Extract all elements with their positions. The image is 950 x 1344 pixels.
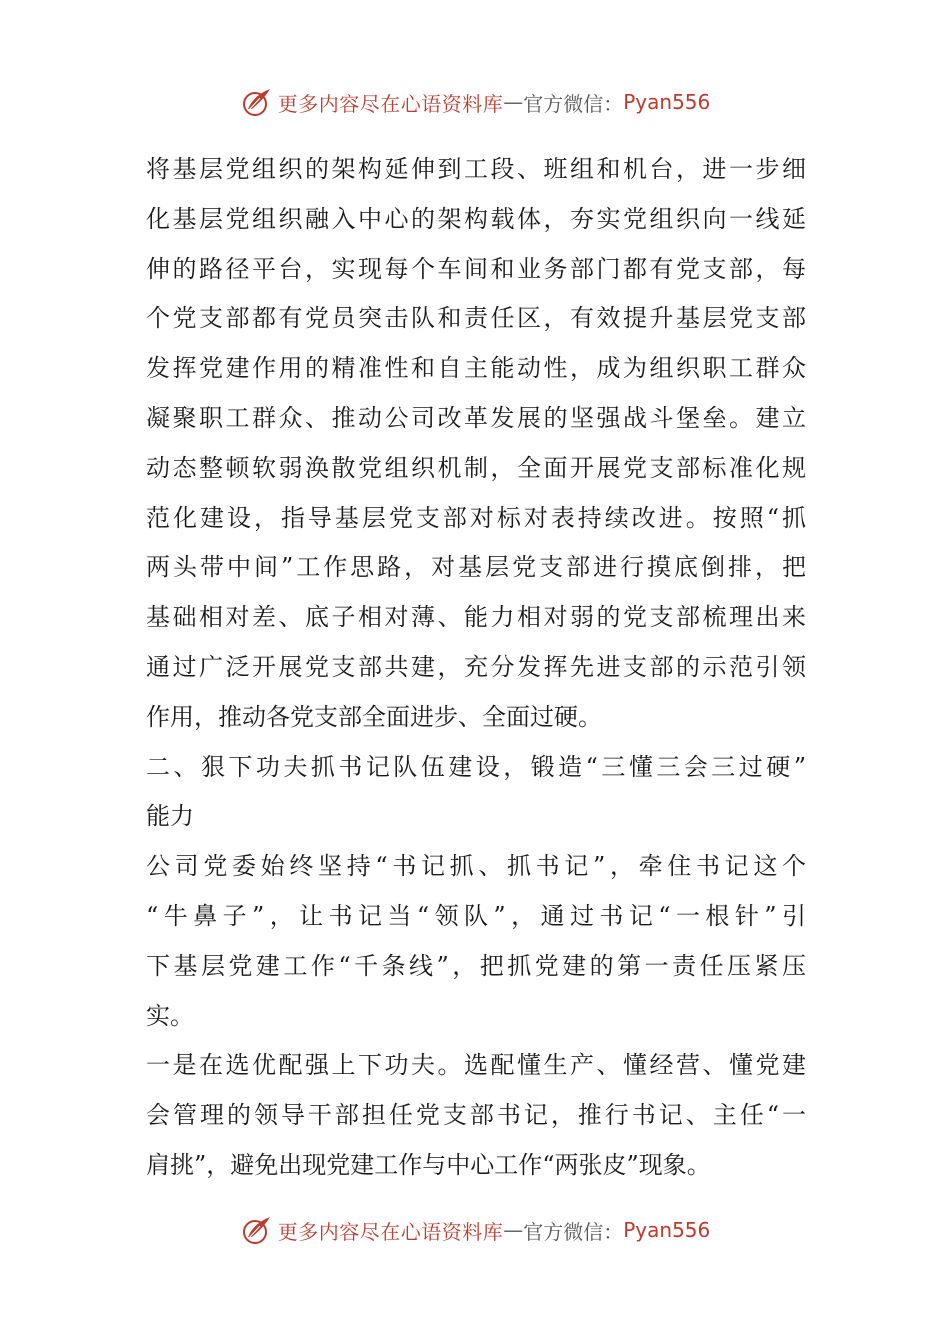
body-line: 基础相对差、底子相对薄、能力相对弱的党支部梳理出来 (146, 603, 806, 632)
quill-logo-icon (240, 85, 274, 119)
body-line: 凝聚职工群众、推动公司改革发展的坚强战斗堡垒。建立 (146, 403, 806, 432)
body-line: 公司党委始终坚持“书记抓、抓书记”，牵住书记这个 (146, 852, 806, 881)
body-line: 发挥党建作用的精准性和自主能动性，成为组织职工群众 (146, 354, 806, 383)
section-heading-continued: 能力 (146, 802, 194, 831)
document-body (146, 145, 806, 1191)
section-heading: 二、狠下功夫抓书记队伍建设，锻造“三懂三会三过硬” (146, 752, 806, 781)
body-line: “牛鼻子”，让书记当“领队”，通过书记“一根针”引 (146, 901, 806, 930)
body-line: 动态整顿软弱涣散党组织机制，全面开展党支部标准化规 (146, 453, 806, 482)
body-line: 作用，推动各党支部全面进步、全面过硬。 (146, 702, 602, 731)
header-brand: 更多内容尽在心语资料库 (277, 91, 504, 116)
body-line: 个党支部都有党员突击队和责任区，有效提升基层党支部 (146, 304, 806, 333)
body-line: 化基层党组织融入中心的架构载体，夯实党组织向一线延 (146, 204, 806, 233)
body-line: 实。 (146, 1001, 194, 1030)
footer-wechat-id: Pyan556 (623, 1218, 711, 1242)
footer-contact-label: 官方微信： (523, 1219, 624, 1244)
footer-dash: — (503, 1218, 524, 1242)
footer-brand: 更多内容尽在心语资料库 (277, 1219, 504, 1244)
header-wechat-id: Pyan556 (623, 90, 711, 114)
body-line: 会管理的领导干部担任党支部书记，推行书记、主任“一 (146, 1101, 806, 1130)
body-line: 一是在选优配强上下功夫。选配懂生产、懂经营、懂党建 (146, 1051, 806, 1080)
quill-logo-icon (240, 1213, 274, 1247)
body-line: 肩挑”，避免出现党建工作与中心工作“两张皮”现象。 (146, 1150, 711, 1179)
body-line: 范化建设，指导基层党支部对标对表持续改进。按照“抓 (146, 503, 806, 532)
body-line: 下基层党建工作“千条线”，把抓党建的第一责任压紧压 (146, 951, 806, 980)
footer-watermark (0, 1210, 950, 1250)
body-line: 将基层党组织的架构延伸到工段、班组和机台，进一步细 (146, 155, 806, 183)
body-line: 伸的路径平台，实现每个车间和业务部门都有党支部，每 (146, 254, 806, 283)
header-dash: — (503, 90, 524, 114)
body-line: 两头带中间”工作思路，对基层党支部进行摸底倒排，把 (146, 553, 806, 582)
header-contact-label: 官方微信： (523, 91, 624, 116)
body-line: 通过广泛开展党支部共建，充分发挥先进支部的示范引领 (146, 652, 806, 681)
header-watermark (0, 82, 950, 122)
